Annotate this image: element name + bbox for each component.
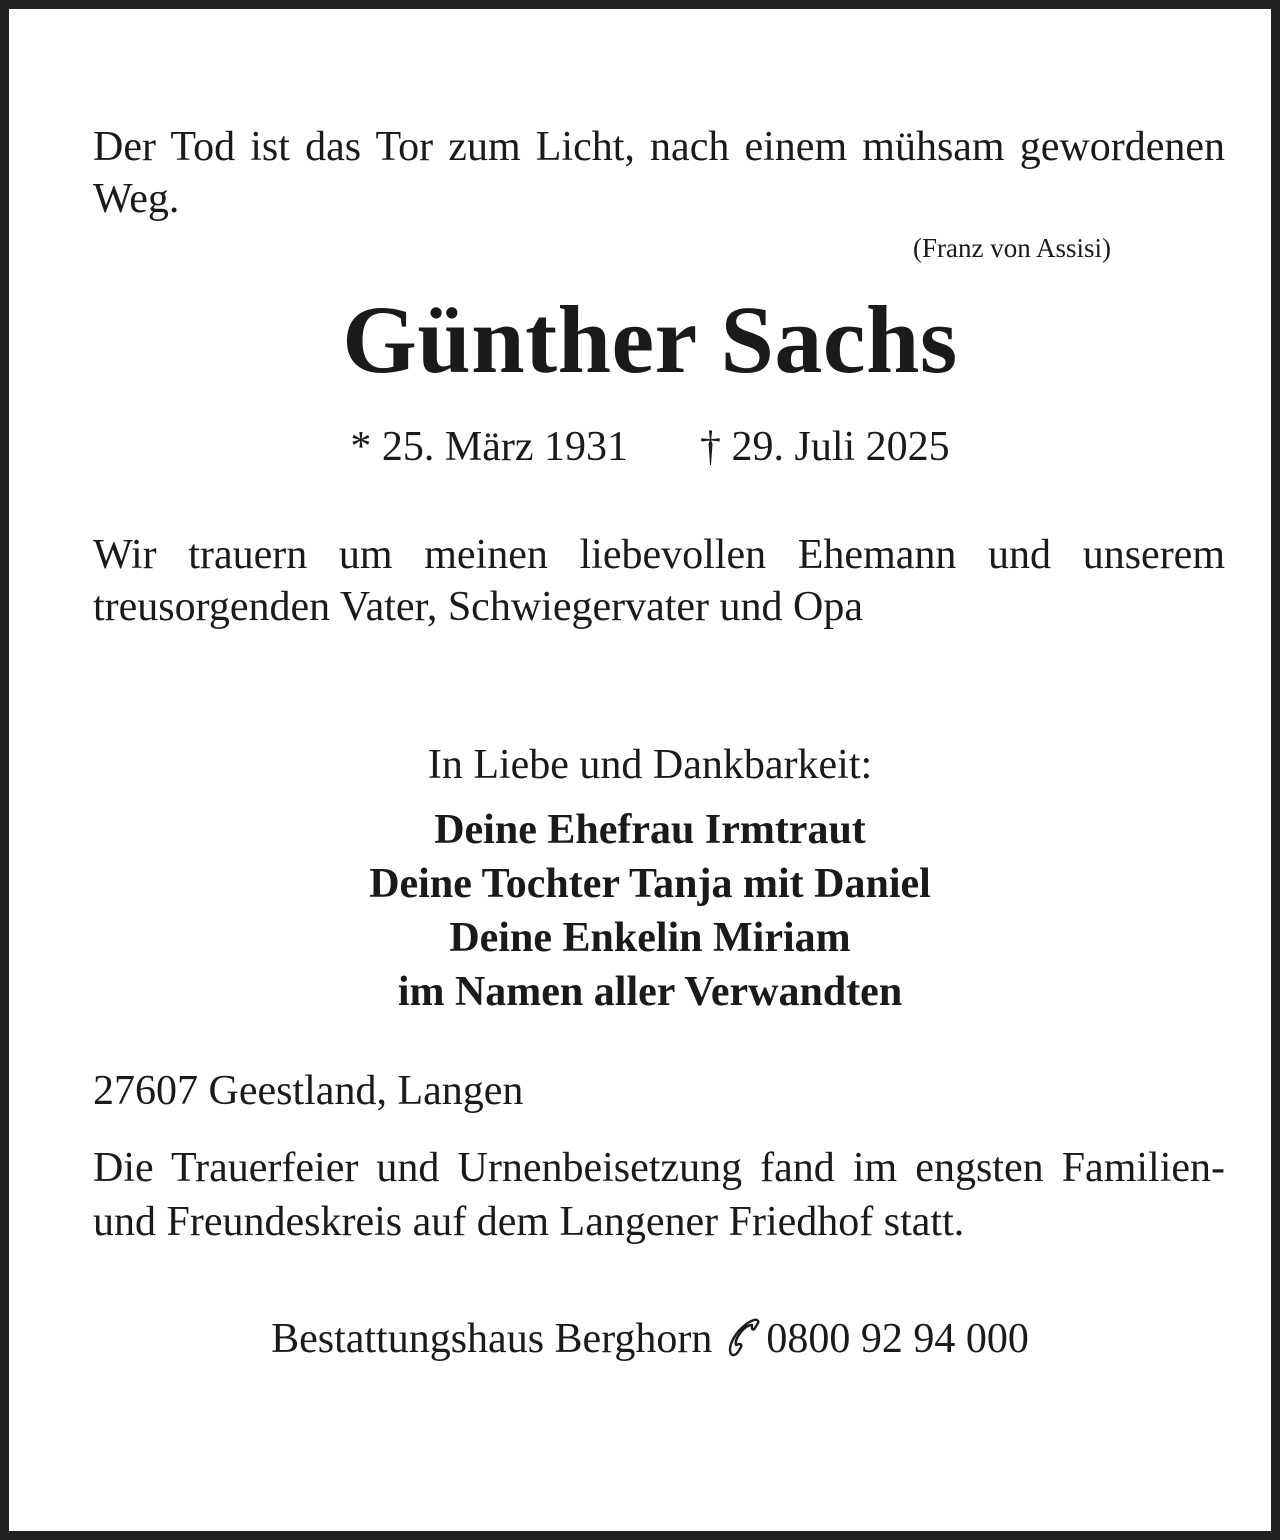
quote-author: (Franz von Assisi) <box>913 233 1111 263</box>
closing-line: In Liebe und Dankbarkeit: <box>427 742 873 788</box>
opening-quote: Der Tod ist das Tor zum Licht, nach einem mühsam gewordenen Weg. <box>93 124 1225 222</box>
address: 27607 Geestland, Langen <box>93 1068 524 1114</box>
family-member: Deine Tochter Tanja mit Daniel <box>369 861 931 907</box>
mourning-text: Wir trauern um meinen liebevollen Ehemann und unserem treusorgenden Vater, Schwiegervater und Opa <box>93 532 1225 630</box>
family-member: im Namen aller Verwandten <box>397 969 903 1015</box>
deceased-name: Günther Sachs <box>342 286 958 393</box>
family-member: Deine Ehefrau Irmtraut <box>434 807 866 853</box>
funeral-home-name: Bestattungshaus Berghorn <box>271 1316 713 1362</box>
funeral-home-line <box>75 1313 1225 1365</box>
telephone-icon <box>724 1316 762 1358</box>
family-list <box>75 803 1225 1019</box>
phone-number: 0800 92 94 000 <box>766 1316 1029 1362</box>
family-member: Deine Enkelin Miriam <box>449 915 851 961</box>
ceremony-text: Die Trauerfeier und Urnenbeisetzung fand im engsten Familien- und Freundeskreis auf dem Langener Friedhof statt. <box>93 1145 1225 1245</box>
birth-date: * 25. März 1931 <box>350 424 628 470</box>
death-date: † 29. Juli 2025 <box>699 424 950 470</box>
obituary-content <box>93 121 1225 1365</box>
life-dates <box>75 421 1225 473</box>
